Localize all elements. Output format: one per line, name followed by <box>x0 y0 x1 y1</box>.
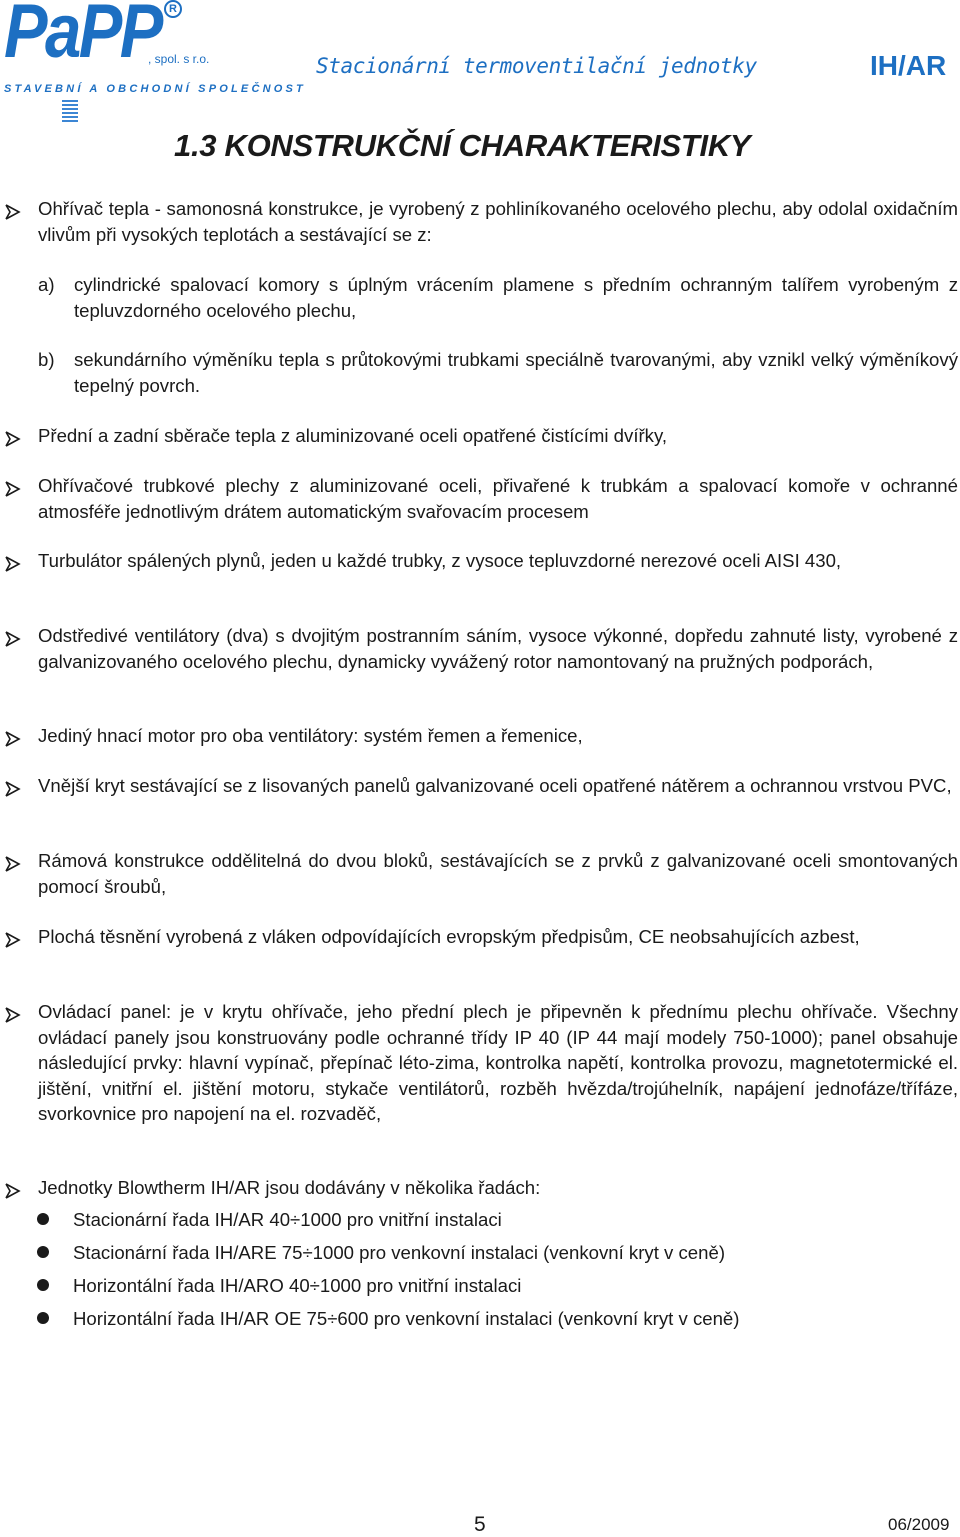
series-item: Horizontální řada IH/ARO 40÷1000 pro vnitřní instalaci <box>73 1275 522 1296</box>
series-item: Stacionární řada IH/ARE 75÷1000 pro venkovní instalaci (venkovní kryt v ceně) <box>73 1242 726 1263</box>
page-number: 5 <box>474 1513 486 1536</box>
arrow-bullet-icon <box>4 480 24 498</box>
bullet-item-series-intro: Jednotky Blowtherm IH/AR jsou dodávány v několika řadách: <box>38 1177 541 1198</box>
arrow-bullet-icon <box>4 1182 24 1200</box>
dot-bullet-icon <box>37 1279 49 1291</box>
logo-tagline: STAVEBNÍ A OBCHODNÍ SPOLEČNOST <box>4 83 306 95</box>
arrow-bullet-icon <box>4 630 24 648</box>
bullet-item: Odstředivé ventilátory (dva) s dvojitým postranním sáním, vysoce výkonné, dopředu zahnuté listy, vyrobené z galvanizovaného ocelového plechu, dynamicky vyvážený rotor namontovaný na pružných podporách, <box>38 625 958 672</box>
bullet-item: Plochá těsnění vyrobená z vláken odpovídajících evropským předpisům, CE neobsahujících azbest, <box>38 926 860 947</box>
model-code: IH/AR <box>870 50 947 81</box>
item-text-b: sekundárního výměníku tepla s průtokovými trubkami speciálně tvarovanými, aby vznikl velký výměníkový tepelný povrch. <box>74 349 958 396</box>
document-date: 06/2009 <box>888 1515 950 1534</box>
document-subtitle: Stacionární termoventilační jednotky <box>316 54 757 78</box>
arrow-bullet-icon <box>4 555 24 573</box>
arrow-bullet-icon <box>4 780 24 798</box>
company-logo <box>0 0 306 122</box>
bullet-item: Jediný hnací motor pro oba ventilátory: systém řemen a řemenice, <box>38 725 583 746</box>
intro-text: Ohřívač tepla - samonosná konstrukce, je vyrobený z pohliníkovaného ocelového plechu, aby odolal oxidačním vlivům při vysokých teplotách a sestávající se z: <box>38 198 958 245</box>
arrow-bullet-icon <box>4 430 24 448</box>
item-letter-a: a) <box>38 274 55 295</box>
item-text-a: cylindrické spalovací komory s úplným vrácením plamene s předním ochranným talířem vyrobeným z tepluvzdorného ocelového plechu, <box>74 274 958 321</box>
logo-text: PaPP <box>4 0 161 74</box>
dot-bullet-icon <box>37 1213 49 1225</box>
section-heading: 1.3 KONSTRUKČNÍ CHARAKTERISTIKY <box>174 128 751 163</box>
dot-bullet-icon <box>37 1246 49 1258</box>
series-item: Horizontální řada IH/AR OE 75÷600 pro venkovní instalaci (venkovní kryt v ceně) <box>73 1308 740 1329</box>
bullet-item: Turbulátor spálených plynů, jeden u každé trubky, z vysoce tepluvzdorné nerezové oceli AISI 430, <box>38 550 842 571</box>
bullet-item: Rámová konstrukce oddělitelná do dvou bloků, sestávajících se z prvků z galvanizované oceli smontovaných pomocí šroubů, <box>38 850 958 897</box>
bullet-item: Přední a zadní sběrače tepla z aluminizované oceli opatřené čistícími dvířky, <box>38 425 668 446</box>
arrow-bullet-icon <box>4 203 24 221</box>
logo-company-suffix: , spol. s r.o. <box>148 52 210 66</box>
bullet-item-control-panel: Ovládací panel: je v krytu ohřívače, jeho přední plech je připevněn k přednímu plechu ohřívače. Všechny ovládací panely jsou konstruovány podle ochranné třídy IP 40 (IP 44 mají modely 750-1000); panel obsahuje následující prvky: hlavní vypínač, přepínač léto-zima, kontrolka napětí, kontrolka provozu, magnetotermické el. jištění, vnitřní el. jištění motoru, stykače ventilátorů, rozběh hvězda/trojúhelník, napájení jednofáze/třífáze, svorkovnice pro napojení na el. rozvaděč, <box>38 1001 958 1124</box>
arrow-bullet-icon <box>4 730 24 748</box>
registered-mark: R <box>164 0 182 18</box>
bullet-item: Vnější kryt sestávající se z lisovaných panelů galvanizované oceli opatřené nátěrem a ochrannou vrstvou PVC, <box>38 775 952 796</box>
arrow-bullet-icon <box>4 931 24 949</box>
dot-bullet-icon <box>37 1312 49 1324</box>
series-item: Stacionární řada IH/AR 40÷1000 pro vnitřní instalaci <box>73 1209 502 1230</box>
item-letter-b: b) <box>38 349 55 370</box>
arrow-bullet-icon <box>4 1006 24 1024</box>
logo-stripes <box>62 100 78 122</box>
bullet-item: Ohřívačové trubkové plechy z aluminizované oceli, přivařené k trubkám a spalovací komoře v ochranné atmosféře jednotlivým drátem automatickým svařovacím procesem <box>38 475 958 522</box>
arrow-bullet-icon <box>4 855 24 873</box>
